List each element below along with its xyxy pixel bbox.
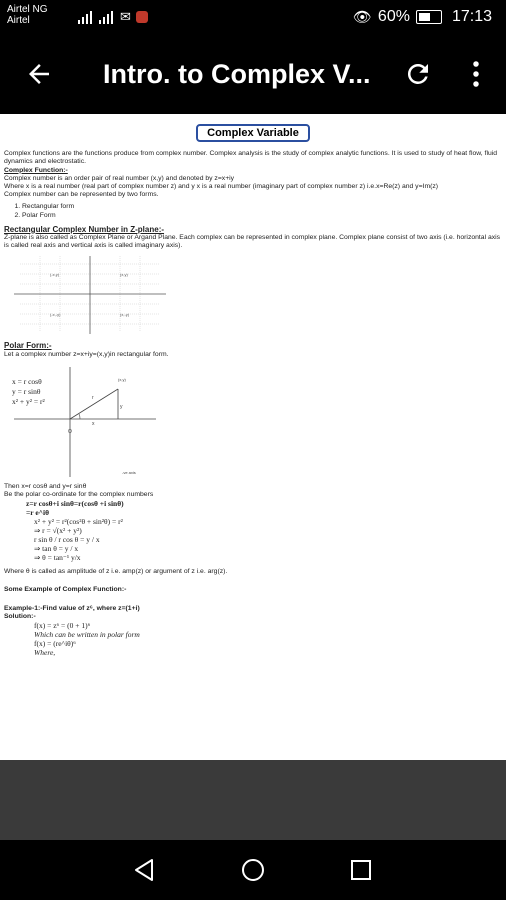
eq-line: x² + y² = r²(cos²θ + sin²θ) = r²	[34, 517, 123, 527]
sol-line: f(x) = z⁶ = (0 + 1)⁶	[34, 621, 91, 631]
sol-line: f(x) = (re^iθ)⁶	[34, 639, 76, 649]
signal-icon	[78, 10, 94, 24]
document	[0, 114, 506, 657]
polar-paragraph: Let a complex number z=x+iy=(x,y)in rectangular form.	[4, 350, 169, 358]
nav-back-icon[interactable]	[128, 854, 160, 886]
battery-percent: 60%	[377, 8, 410, 25]
fig-eq-3: x² + y² = r²	[12, 396, 45, 406]
example-1: Example-1:-Find value of z⁶, where z=(1+i)	[4, 604, 140, 612]
app-notification-icon	[136, 11, 148, 23]
rect-heading: Rectangular Complex Number in Z-plane:-	[4, 224, 165, 234]
svg-text:(x,y): (x,y)	[118, 376, 126, 382]
svg-text:(-x,y): (-x,y)	[50, 272, 60, 278]
complex-function-heading: Complex Function:-	[4, 166, 68, 174]
clock: 17:13	[451, 8, 492, 25]
empty-area	[0, 760, 506, 840]
svg-text:x: x	[92, 420, 95, 427]
then-line: Then x=r cosθ and y=r sinθ	[4, 482, 87, 490]
mail-icon: ✉	[120, 9, 131, 24]
eq-line: =r e^iθ	[26, 508, 50, 518]
eq-line: ⇒ tan θ = y / x	[34, 544, 79, 554]
eye-icon: 👁	[352, 9, 372, 26]
carrier-names	[7, 4, 48, 26]
status-icons-right	[353, 8, 492, 26]
carrier-2: Airtel	[7, 15, 30, 26]
svg-text:y: y	[120, 403, 123, 410]
cf-line-2: Where x is a real number (real part of complex number z) and y x is a real number (imaginary part of complex number z) i.e.x=Re(z) and y=Im(z)	[4, 183, 439, 191]
svg-text:O: O	[68, 428, 72, 435]
rect-paragraph: Z-plane is also called as Complex Plane or Argand Plane. Each complex can be represented in complex plane. Complex plane consist of two axis (i.e. horizontal axis is called real axis and vertical axis is called imaginary axis).	[4, 234, 501, 250]
eq-line: ⇒ r = √(x² + y²)	[34, 526, 82, 536]
svg-text:-ve axis: -ve axis	[122, 469, 136, 475]
back-arrow-icon[interactable]	[24, 54, 58, 94]
cf-line-3: Complex number can be represented by two forms.	[4, 191, 159, 199]
more-vert-icon[interactable]	[462, 54, 490, 94]
battery-icon	[416, 10, 442, 24]
z-plane-figure	[10, 254, 170, 336]
intro-paragraph: Complex functions are the functions produce from complex number. Complex analysis is the study of complex analytic functions. It is used to study of heat flow, fluid dynamics and electrostatic.	[4, 150, 498, 166]
app-bar	[0, 36, 506, 114]
svg-text:(-x,-y): (-x,-y)	[50, 312, 61, 318]
svg-text:(x,y): (x,y)	[120, 272, 128, 278]
polar-figure	[10, 363, 160, 481]
list-item: 2. Polar Form	[22, 212, 502, 220]
web-content[interactable]	[0, 114, 506, 760]
svg-text:(x,-y): (x,-y)	[120, 312, 130, 318]
fig-eq-2: y = r sinθ	[12, 386, 41, 396]
nav-recents-icon[interactable]	[345, 854, 377, 886]
status-bar	[0, 0, 506, 36]
fig-eq-1: x = r cosθ	[12, 376, 42, 386]
document-title: Complex Variable	[196, 124, 310, 142]
forms-list	[14, 203, 502, 219]
signal-icon	[99, 10, 115, 24]
list-item: 1. Rectangular form	[22, 203, 502, 211]
eq-line: ⇒ θ = tan⁻¹ y/x	[34, 553, 81, 563]
sol-line: Which can be written in polar form	[34, 630, 140, 640]
sol-line: Where,	[34, 648, 56, 658]
examples-heading: Some Example of Complex Function:-	[4, 586, 127, 594]
eq-line: z=r cosθ+i sinθ=r(cosθ +i sinθ)	[26, 499, 124, 509]
cf-line-1: Complex number is an order pair of real number (x,y) and denoted by z=x+iy	[4, 174, 235, 182]
nav-home-icon[interactable]	[237, 854, 269, 886]
eq-line: r sin θ / r cos θ = y / x	[34, 535, 100, 545]
be-polar-line: Be the polar co-ordinate for the complex numbers	[4, 491, 154, 499]
refresh-icon[interactable]	[400, 54, 436, 94]
where-theta: Where θ is called as amplitude of z i.e. amp(z) or argument of z i.e. arg(z).	[4, 568, 228, 576]
solution-label: Solution:-	[4, 612, 36, 620]
system-nav-bar	[0, 840, 506, 900]
status-icons-left	[78, 9, 148, 25]
polar-heading: Polar Form:-	[4, 341, 52, 351]
svg-text:r: r	[92, 394, 94, 401]
page-title: Intro. to Complex V...	[103, 59, 371, 89]
carrier-1: Airtel NG	[7, 4, 48, 15]
